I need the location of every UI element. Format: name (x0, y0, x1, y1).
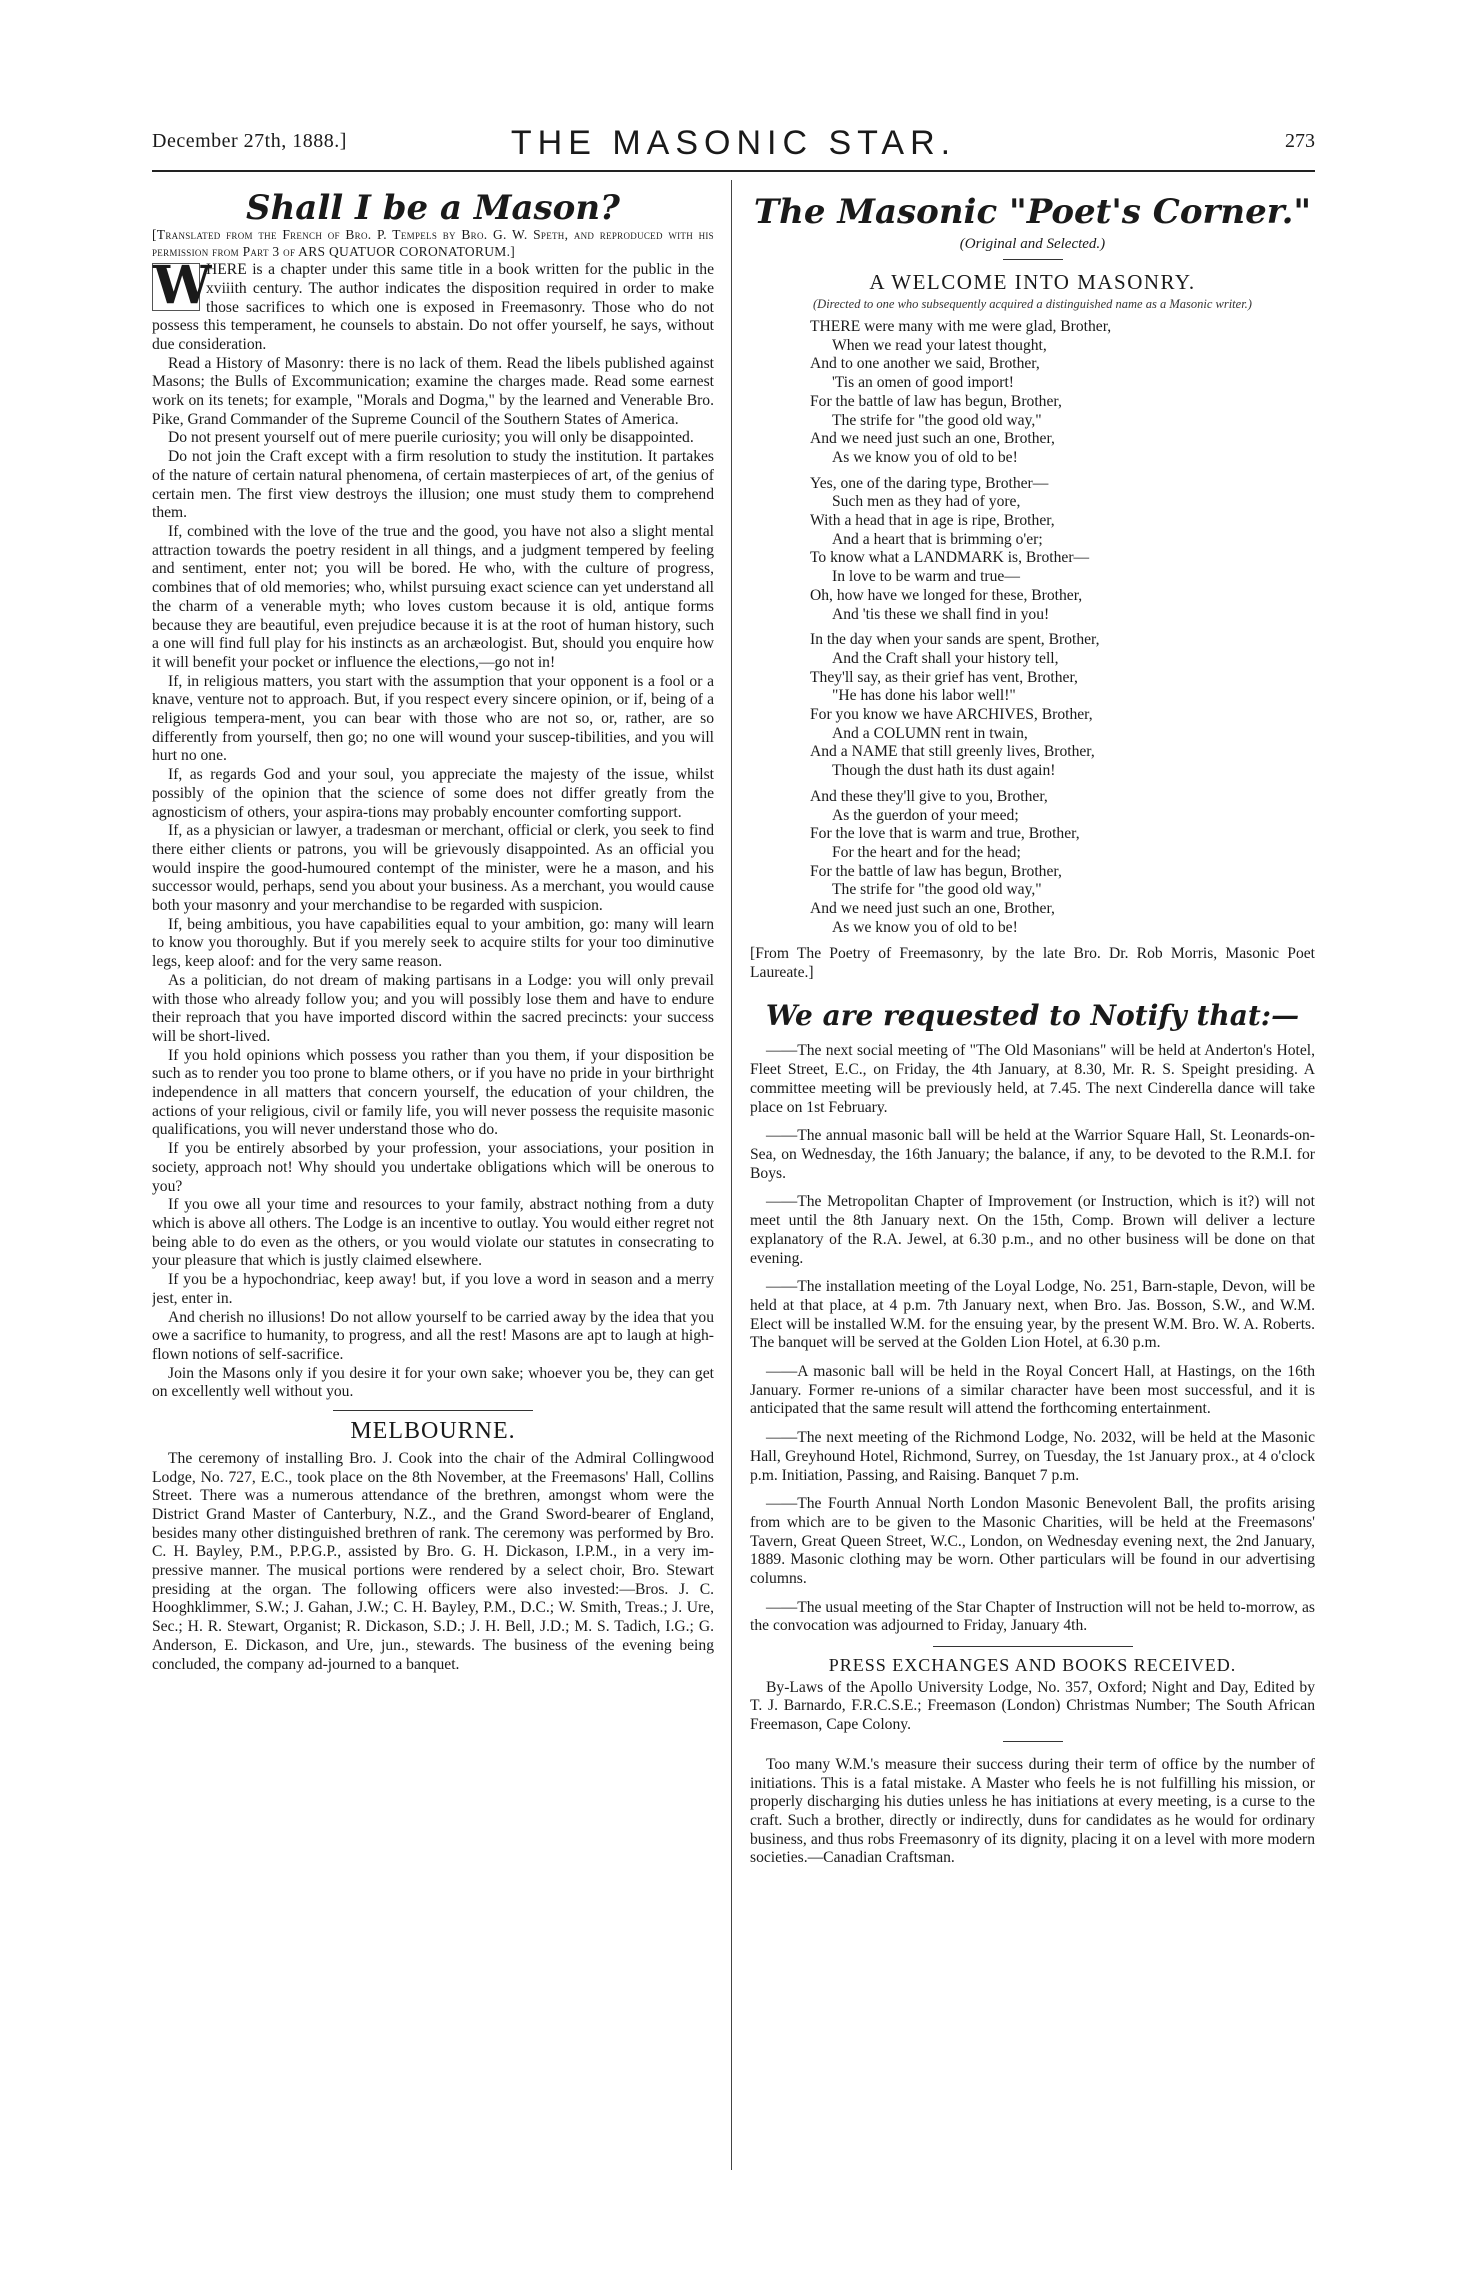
poem-line: And we need just such an one, Brother, (810, 900, 1055, 918)
article-paragraph: W HERE is a chapter under this same title in a book written for the public in the xviiith century. The author indicates the disposition required in order to make those sacrifices to which one is exposed in Freemasonry. Those who do not possess this temperament, he counsels to abstain. Do not offer yourself, he says, without due consideration. (152, 255, 714, 353)
article-paragraph: If, as regards God and your soul, you appreciate the majesty of the issue, whilst possibly of the opinion that the science of some does not differ greatly from the agnosticism of others, your aspira-tions may probably encounter comforting support. (152, 766, 714, 821)
poem-line: For you know we have ARCHIVES, Brother, (810, 706, 1093, 724)
column-divider (731, 180, 732, 2170)
poets-corner-subheading: (Original and Selected.) (959, 235, 1106, 252)
poem-line: In the day when your sands are spent, Brother, (810, 631, 1100, 649)
article-paragraph: And cherish no illusions! Do not allow yourself to be carried away by the idea that you owe a sacrifice to humanity, to progress, and all the rest! Masons are apt to laugh at high-flown notions of self-sacrifice. (152, 1308, 714, 1363)
notice-item: ——The installation meeting of the Loyal Lodge, No. 251, Barn-staple, Devon, will be held at that place, at 4 p.m. 7th January next, when Bro. Jas. Bosson, S.W., and W.M. Elect will be installed W.M. for the ensuing year, by the present W.M. Bro. W. A. Roberts. The banquet will be served at the Golden Lion Hotel, at 6.30 p.m. (750, 1278, 1315, 1352)
notice-item: ——The annual masonic ball will be held at the Warrior Square Hall, St. Leonards-on-Sea, on Wednesday, the 16th January; the balance, if any, to be devoted to the R.M.I. for Boys. (750, 1127, 1315, 1182)
poem-line: And a NAME that still greenly lives, Brother, (810, 743, 1095, 761)
poem-dedication: (Directed to one who subsequently acquired a distinguished name as a Masonic writer.) (813, 296, 1252, 311)
poem-line: As we know you of old to be! (832, 918, 1018, 936)
article-paragraph: If you hold opinions which possess you rather than you them, if your disposition be such as to render you too prone to blame others, or if you have no pride in your birthright independence in all matters that concern yourself, the education of your children, the actions of your religious, civil or family life, you will never possess the requisite masonic qualifications, you will never understand those who do. (152, 1046, 714, 1139)
poem-line: For the battle of law has begun, Brother, (810, 862, 1062, 880)
poem-line: And to one another we said, Brother, (810, 355, 1040, 373)
poem-line: When we read your latest thought, (832, 336, 1047, 354)
poem-stanza (810, 475, 1315, 625)
poem-line: And 'tis these we shall find in you! (832, 605, 1050, 623)
poem-line: To know what a LANDMARK is, Brother— (810, 549, 1090, 567)
poem-line: Yes, one of the daring type, Brother— (810, 474, 1049, 492)
poem-line: They'll say, as their grief has vent, Brother, (810, 668, 1078, 686)
melbourne-heading: MELBOURNE. (350, 1418, 516, 1445)
notice-item: ——The usual meeting of the Star Chapter of Instruction will not be held to-morrow, as the convocation was adjourned to Friday, January 4th. (750, 1598, 1315, 1635)
article-heading-shall-i-be-a-mason: Shall I be a Mason? (246, 188, 620, 228)
poem-line: As we know you of old to be! (832, 448, 1018, 466)
poem-line: And a COLUMN rent in twain, (832, 724, 1028, 742)
poem-title: A WELCOME INTO MASONRY. (869, 269, 1196, 294)
poem-line: As the guerdon of your meed; (832, 806, 1019, 824)
poem-source: [From The Poetry of Freemasonry, by the late Bro. Dr. Rob Morris, Masonic Poet Laureate.] (750, 945, 1315, 982)
poem-line: And these they'll give to you, Brother, (810, 787, 1048, 805)
notify-heading: We are requested to Notify that:— (765, 998, 1300, 1032)
melbourne-paragraph: The ceremony of installing Bro. J. Cook into the chair of the Admiral Collingwood Lodge, No. 727, E.C., took place on the 8th November, at the Freemasons' Hall, Collins Street. There was a numerous attendance of the brethren, amongst whom were the District Grand Master of Canterbury, N.Z., and the Grand Sword-bearer of England, besides many other distinguished brethren of rank. The ceremony was performed by Bro. C. H. Bayley, P.M., P.P.G.P., assisted by Bro. G. H. Dickason, I.P.M., in a very im-pressive manner. The musical portions were rendered by a select choir, Bro. Stewart presiding at the organ. The following officers were also invested:—Bros. J. C. Hooghklimmer, S.W.; J. Gahan, J.W.; C. H. Bayley, P.M., D.C.; W. Smith, Treas.; J. Ure, Sec.; H. R. Stewart, Organist; R. Dickason, S.D.; J. H. Bell, J.D.; M. S. Tadich, I.G.; G. Anderson, E. Dickason, and Ure, jun., stewards. The business of the evening being concluded, the company ad-journed to a banquet. (152, 1449, 714, 1673)
article-paragraph: If you be entirely absorbed by your profession, your associations, your position in society, approach not! Why should you undertake obligations which will be onerous to you? (152, 1140, 714, 1195)
article-paragraph: If you be a hypochondriac, keep away! but, if you love a word in season and a merry jest, enter in. (152, 1271, 714, 1307)
notice-item: ——The next meeting of the Richmond Lodge, No. 2032, will be held at the Masonic Hall, Greyhound Hotel, Richmond, Surrey, on Tuesday, the 1st January prox., at 4 o'clock p.m. Initiation, Passing, and Raising. Banquet 7 p.m. (750, 1429, 1315, 1484)
poem-line: With a head that in age is ripe, Brother, (810, 512, 1055, 530)
section-rule (1003, 1741, 1063, 1742)
notice-item: ——The Fourth Annual North London Masonic Benevolent Ball, the profits arising from which are to be given to the Masonic Charities, will be held at the Freemasons' Tavern, Great Queen Street, W.C., London, on Wednesday evening next, the 2nd January, 1889. Masonic clothing may be worn. Other particulars will be found in our advertising columns. (750, 1495, 1315, 1588)
page-number: 273 (1285, 130, 1315, 152)
poem-line: And a heart that is brimming o'er; (832, 530, 1043, 548)
translation-note: [Translated from the French of Bro. P. Tempels by Bro. G. W. Speth, and reproduced with his permission from Part 3 of ARS QUATUOR CORONATORUM.] (152, 227, 714, 260)
poem-stanza (810, 631, 1315, 781)
poem-line: The strife for "the good old way," (832, 881, 1042, 899)
closing-paragraph: Too many W.M.'s measure their success during their term of office by the number of initiations. This is a fatal mistake. A Master who feels he is not fulfilling his mission, or properly discharging his duties unless he has initiations at every meeting, is a curse to the craft. Such a brother, directly or indirectly, duns for candidates as he would for ordinary business, and thus robs Freemasonry of its dignity, placing it on a level with more modern societies.—Canadian Craftsman. (750, 1755, 1315, 1867)
article-paragraph: If, being ambitious, you have capabilities equal to your ambition, go: many will learn to know you thoroughly. But if you merely seek to acquire stilts for your too diminutive legs, keep aloof: and for the very same reason. (152, 915, 714, 971)
left-column (152, 186, 714, 2171)
drop-cap-letter: W (153, 255, 212, 317)
poem-line: Though the dust hath its dust again! (832, 762, 1056, 780)
poem-line: And the Craft shall your history tell, (832, 649, 1059, 667)
poem-line: 'Tis an omen of good import! (832, 374, 1014, 392)
masthead (152, 126, 1315, 172)
poem-line: The strife for "the good old way," (832, 411, 1042, 429)
newspaper-title: THE MASONIC STAR. (510, 124, 957, 162)
article-paragraph: Read a History of Masonry: there is no lack of them. Read the libels published against Masons; the Bulls of Excommunication; examine the charges made. Read some earnest work on its tenets; for example, "Morals and Dogma," by the learned and Venerable Bro. Pike, Grand Commander of the Supreme Council of the Southern States of America. (152, 354, 714, 428)
poets-corner-heading: The Masonic "Poet's Corner." (753, 192, 1312, 232)
poem-line: Such men as they had of yore, (832, 493, 1021, 511)
notice-item: ——The Metropolitan Chapter of Improvement (or Instruction, which is it?) will not meet until the 8th January next. On the 15th, Comp. Brown will deliver a lecture explanatory of the R.A. Jewel, at 6.30 p.m., and no other business will be done on that evening. (750, 1193, 1315, 1267)
article-body (152, 255, 714, 1402)
poem (810, 318, 1315, 938)
section-rule (1003, 259, 1063, 260)
article-paragraph: As a politician, do not dream of making partisans in a Lodge: you will only prevail with those who already follow you; and you will possibly lose them and have to endure their reproach that you have imported discord within the sacred precincts: your success will be short-lived. (152, 971, 714, 1045)
poem-line: For the love that is warm and true, Brother, (810, 825, 1080, 843)
poem-line: For the battle of law has begun, Brother, (810, 392, 1062, 410)
poem-line: For the heart and for the head; (832, 843, 1021, 861)
poem-stanza (810, 318, 1315, 468)
poem-line: In love to be warm and true— (832, 568, 1020, 586)
right-column (750, 186, 1315, 2176)
article-paragraph: If, in religious matters, you start with the assumption that your opponent is a fool or a knave, venture not to approach. But, if you respect every sincere opinion, or if, being of a religious tempera-ment, you can bear with those who are not so, or, rather, are so differently from yourself, then go; no one will wound your suscep-tibilities, and you will hurt no one. (152, 672, 714, 765)
section-rule (933, 1646, 1133, 1647)
article-paragraph: Do not join the Craft except with a firm resolution to study the institution. It partakes of the nature of certain natural phenomena, of certain masterpieces of art, of the genius of certain men. The first view destroys the illusion; one must study them to comprehend them. (152, 448, 714, 522)
press-exchanges-text: By-Laws of the Apollo University Lodge, No. 357, Oxford; Night and Day, Edited by T. J. Barnardo, F.R.C.S.E.; Freemason (London) Christmas Number; The South African Freemason, Cape Colony. (750, 1678, 1315, 1734)
article-paragraph: If you owe all your time and resources to your family, abstract nothing from a duty which is above all others. The Lodge is an incentive to outlay. You would either regret not being able to do even as the others, or you would violate our statutes in consecrating to your pleasure that which is justly claimed elsewhere. (152, 1196, 714, 1270)
notice-item: ——The next social meeting of "The Old Masonians" will be held at Anderton's Hotel, Fleet Street, E.C., on Friday, the 4th January, at 8.30, Mr. R. S. Speight presiding. A committee meeting will be previously held, at 7.45. The next Cinderella dance will take place on 1st February. (750, 1042, 1315, 1116)
poem-line: And we need just such an one, Brother, (810, 430, 1055, 448)
press-exchanges-heading: PRESS EXCHANGES AND BOOKS RECEIVED. (828, 1655, 1237, 1676)
article-paragraph: If, combined with the love of the true and the good, you have not also a slight mental attraction towards the poetry resident in all things, and a judgment tempered by feeling and sentiment, enter not; you will be bored. He who, with the culture of progress, combines that of old memories; who, whilst pursuing exact science can yet understand all the charm of a venerable myth; who loves custom because it is old, antique forms because they are beautiful, even prejudice because it is at the root of human history, such a one will find full play for his instincts as an archæologist. But, should you enquire how it will benefit your pocket or influence the elections,—go not in! (152, 522, 714, 671)
issue-date: December 27th, 1888.] (152, 130, 347, 152)
section-rule (333, 1410, 533, 1411)
poem-line: THERE were many with me were glad, Brother, (810, 317, 1112, 335)
poem-line: "He has done his labor well!" (832, 687, 1016, 705)
article-paragraph: Join the Masons only if you desire it for your own sake; whoever you be, they can get on excellently well without you. (152, 1364, 714, 1401)
poem-line: Oh, how have we longed for these, Brother, (810, 586, 1083, 604)
article-paragraph: Do not present yourself out of mere puerile curiosity; you will only be disappointed. (168, 429, 694, 447)
article-paragraph: If, as a physician or lawyer, a tradesman or merchant, official or clerk, you seek to find there either clients or patrons, you will be grievously disappointed. As an official you would inspire the good-humoured contempt of the minister, were he a mason, and his successor would, perhaps, send you about your business. As a merchant, you would cause both your masonry and your merchandise to be regarded with suspicion. (152, 822, 714, 915)
poem-stanza (810, 788, 1315, 938)
notice-item: ——A masonic ball will be held in the Royal Concert Hall, at Hastings, on the 16th January. Former re-unions of a similar character have been most successful, and it is anticipated that the same result will attend the forthcoming entertainment. (750, 1363, 1315, 1418)
